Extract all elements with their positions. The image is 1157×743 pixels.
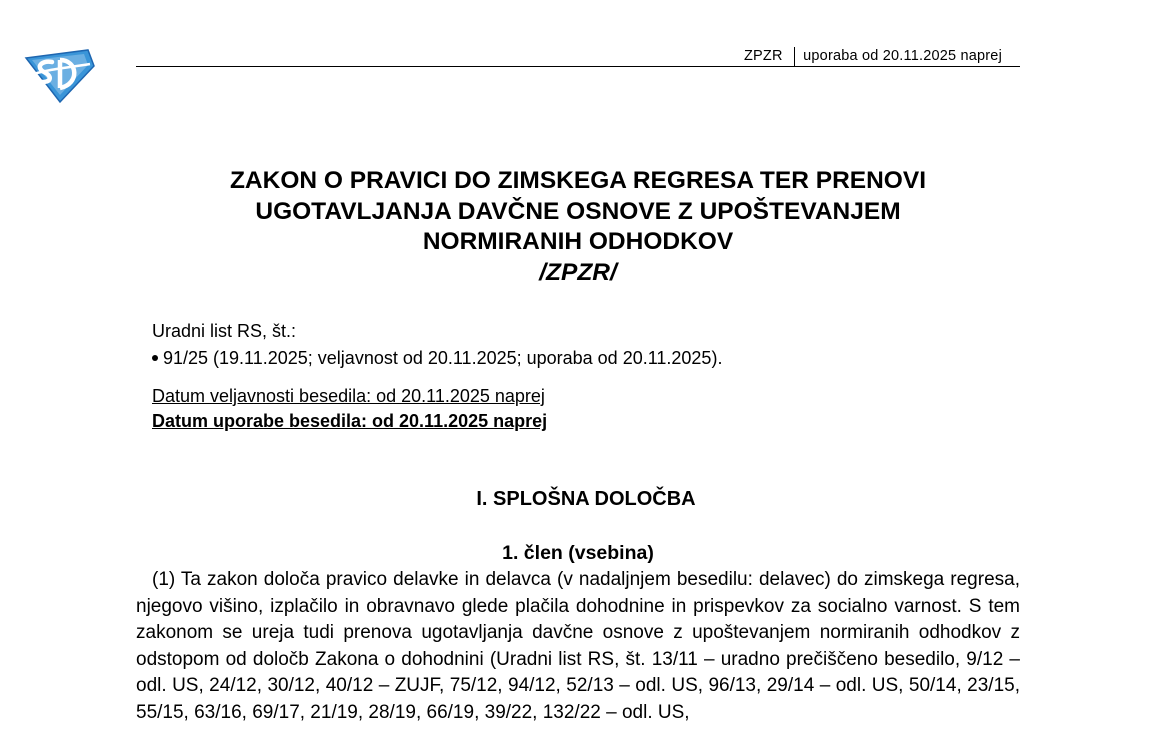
title-line-3: NORMIRANIH ODHODKOV: [422, 228, 734, 255]
application-date: Datum uporabe besedila: od 20.11.2025 naprej: [152, 411, 548, 431]
running-header: [136, 44, 1020, 67]
text-dates: [152, 384, 547, 434]
bullet-icon: [152, 355, 158, 361]
header-text: [744, 46, 1002, 66]
title-abbreviation: /ZPZR/: [539, 258, 617, 286]
gazette-entry-row: [152, 345, 722, 372]
gazette-label: Uradni list RS, št.:: [152, 321, 297, 341]
header-separator: [794, 47, 796, 67]
title-line-1: ZAKON O PRAVICI DO ZIMSKEGA REGRESA TER PRENOVI: [229, 167, 927, 194]
section-heading: I. SPLOŠNA DOLOČBA: [476, 488, 696, 510]
article-paragraph: (1) Ta zakon določa pravico delavke in delavca (v nadaljnjem besedilu: delavec) do zimskega regresa, njegovo višino, izplačilo in obravnavo glede plačila dohodnine in prispevkov za socialno varnost. S tem zakonom se ureja tudi prenova ugotavljanja davčne osnove z upoštevanjem normiranih odhodkov z odstopom od določb Zakona o dohodnini (Uradni list RS, št. 13/11 – uradno prečiščeno besedilo, 9/12 – odl. US, 24/12, 30/12, 40/12 – ZUJF, 75/12, 94/12, 52/13 – odl. US, 96/13, 29/14 – odl. US, 50/14, 23/15, 55/15, 63/16, 69/17, 21/19, 28/19, 66/19, 39/22, 132/22 – odl. US,: [136, 569, 1020, 723]
gazette-entry: 91/25 (19.11.2025; veljavnost od 20.11.2025; uporaba od 20.11.2025).: [163, 348, 723, 368]
article-heading: 1. člen (vsebina): [502, 542, 654, 564]
title-line-2: UGOTAVLJANJA DAVČNE OSNOVE Z UPOŠTEVANJEM: [255, 197, 901, 225]
header-validity: uporaba od 20.11.2025 naprej: [803, 48, 1002, 64]
validity-date: Datum veljavnosti besedila: od 20.11.2025 naprej: [152, 386, 545, 406]
law-title: [136, 166, 1020, 288]
official-gazette-info: [152, 318, 722, 372]
header-law-abbreviation: ZPZR: [743, 48, 783, 64]
sd-shield-logo-icon: [22, 48, 96, 104]
